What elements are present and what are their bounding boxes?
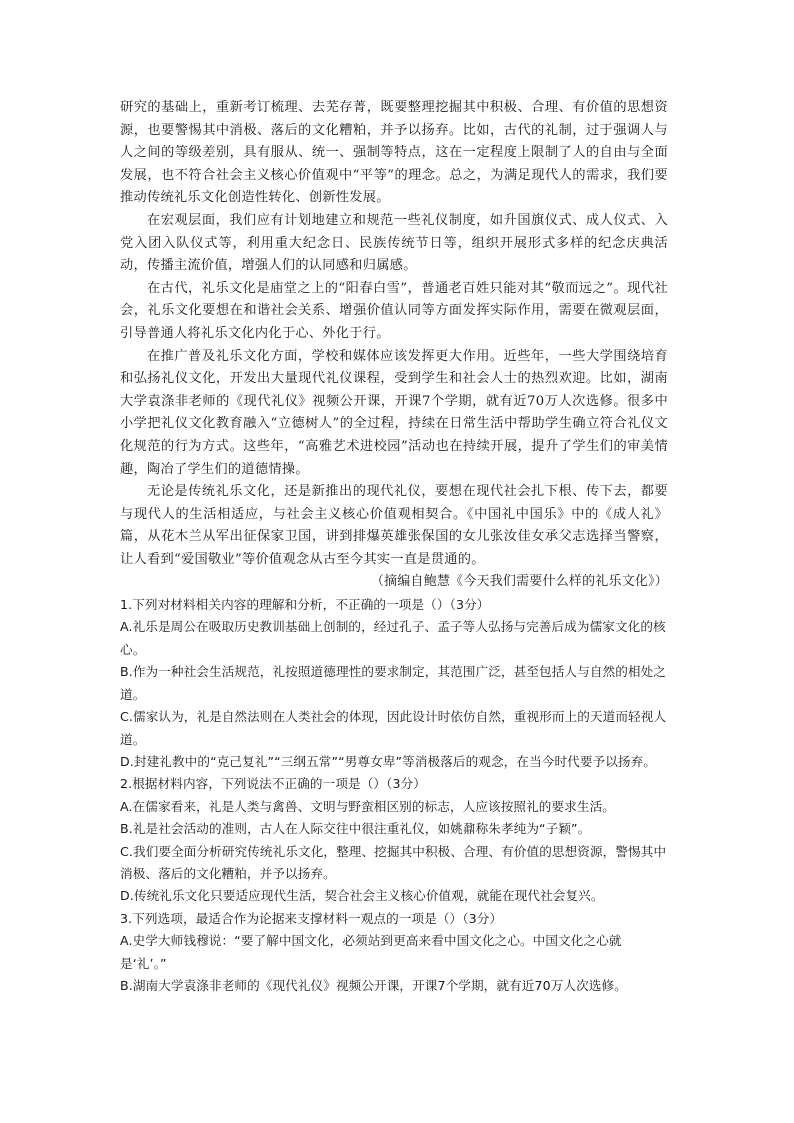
passage-paragraph-3: 在古代，礼乐文化是庙堂之上的“阳春白雪”，普通老百姓只能对其“敬而远之”。现代社会，礼乐文化要想在和谐社会关系、增强价值认同等方面发挥实际作用，需要在微观层面，引导普通人将礼乐文化内化于心、外化于行。 — [120, 280, 668, 341]
option-d: D.封建礼教中的“克己复礼”“三纲五常”“男尊女卑”等消极落后的观念，在当今时代要予以扬弃。 — [120, 753, 657, 769]
option-b: B.礼是社会活动的准则，古人在人际交往中很注重礼仪，如姚鼐称朱孝纯为“子颖”。 — [120, 821, 591, 837]
question-stem: 1.下列对材料相关内容的理解和分析，不正确的一项是（）（3分） — [120, 597, 490, 613]
option-a: A.在儒家看来，礼是人类与禽兽、文明与野蛮相区别的标志，人应该按照礼的要求生活。 — [120, 798, 615, 814]
page-content — [120, 97, 668, 997]
option-b: B.湖南大学袁涤非老师的《现代礼仪》视频公开课，开课7个学期，就有近70万人次选修。 — [120, 977, 627, 993]
option-c: C.儒家认为，礼是自然法则在人类社会的体现，因此设计时依仿自然，重视形而上的天道而轻视人道。 — [120, 709, 667, 747]
option-a: A.礼乐是周公在吸取历史教训基础上创制的，经过孔子、孟子等人弘扬与完善后成为儒家文化的核心。 — [120, 619, 666, 657]
option-a: A.史学大师钱穆说：“要了解中国文化，必须站到更高来看中国文化之心。中国文化之心就是‘礼’。” — [120, 933, 622, 971]
option-b: B.作为一种社会生活规范，礼按照道德理性的要求制定，其范围广泛，甚至包括人与自然的相处之道。 — [120, 664, 666, 702]
option-c: C.我们要全面分析研究传统礼乐文化，整理、挖掘其中积极、合理、有价值的思想资源，警惕其中消极、落后的文化糟粕，并予以扬弃。 — [120, 843, 667, 881]
question-1 — [120, 594, 668, 773]
question-stem: 3.下列选项，最适合作为论据来支撑材料一观点的一项是（）（3分） — [120, 910, 503, 926]
passage-paragraph-5: 无论是传统礼乐文化，还是新推出的现代礼仪，要想在现代社会扎下根、传下去，都要与现代人的生活相适应，与社会主义核心价值观相契合。《中国礼中国乐》中的《成人礼》篇，从花木兰从军出征保家卫国，讲到排爆英雄张保国的女儿张汝佳女承父志选择当警察，让人看到“爱国敬业”等价值观念从古至今其实一直是贯通的。 — [120, 484, 668, 567]
passage-paragraph-4: 在推广普及礼乐文化方面，学校和媒体应该发挥更大作用。近些年，一些大学围绕培育和弘扬礼仪文化，开发出大量现代礼仪课程，受到学生和社会人士的热烈欢迎。比如，湖南大学袁涤非老师的《现代礼仪》视频公开课，开课7个学期，就有近70万人次选修。很多中小学把礼仪文化教育融入“立德树人”的全过程，持续在日常生活中帮助学生确立符合礼仪文化规范的行为方式。这些年，“高雅艺术进校园”活动也在持续开展，提升了学生们的审美情趣，陶冶了学生们的道德情操。 — [120, 348, 668, 477]
question-3 — [120, 908, 668, 998]
question-stem: 2.根据材料内容，下列说法不正确的一项是（）（3分） — [120, 776, 426, 792]
passage-source: （摘编自鲍慧《今天我们需要什么样的礼乐文化》） — [370, 574, 668, 590]
question-2 — [120, 773, 668, 907]
passage-paragraph-2: 在宏观层面，我们应有计划地建立和规范一些礼仪制度，如升国旗仪式、成人仪式、入党入团入队仪式等，利用重大纪念日、民族传统节日等，组织开展形式多样的纪念庆典活动，传播主流价值，增强人们的认同感和归属感。 — [120, 212, 668, 274]
passage-paragraph-1: 研究的基础上，重新考订梳理、去芜存菁，既要整理挖掘其中积极、合理、有价值的思想资源，也要警惕其中消极、落后的文化糟粕，并予以扬弃。比如，古代的礼制，过于强调人与人之间的等级差别，具有服从、统一、强制等特点，这在一定程度上限制了人的自由与全面发展，也不符合社会主义核心价值观中“平等”的理念。总之，为满足现代人的需求，我们要推动传统礼乐文化创造性转化、创新性发展。 — [120, 100, 668, 206]
option-d: D.传统礼乐文化只要适应现代生活，契合社会主义核心价值观，就能在现代社会复兴。 — [120, 888, 604, 904]
